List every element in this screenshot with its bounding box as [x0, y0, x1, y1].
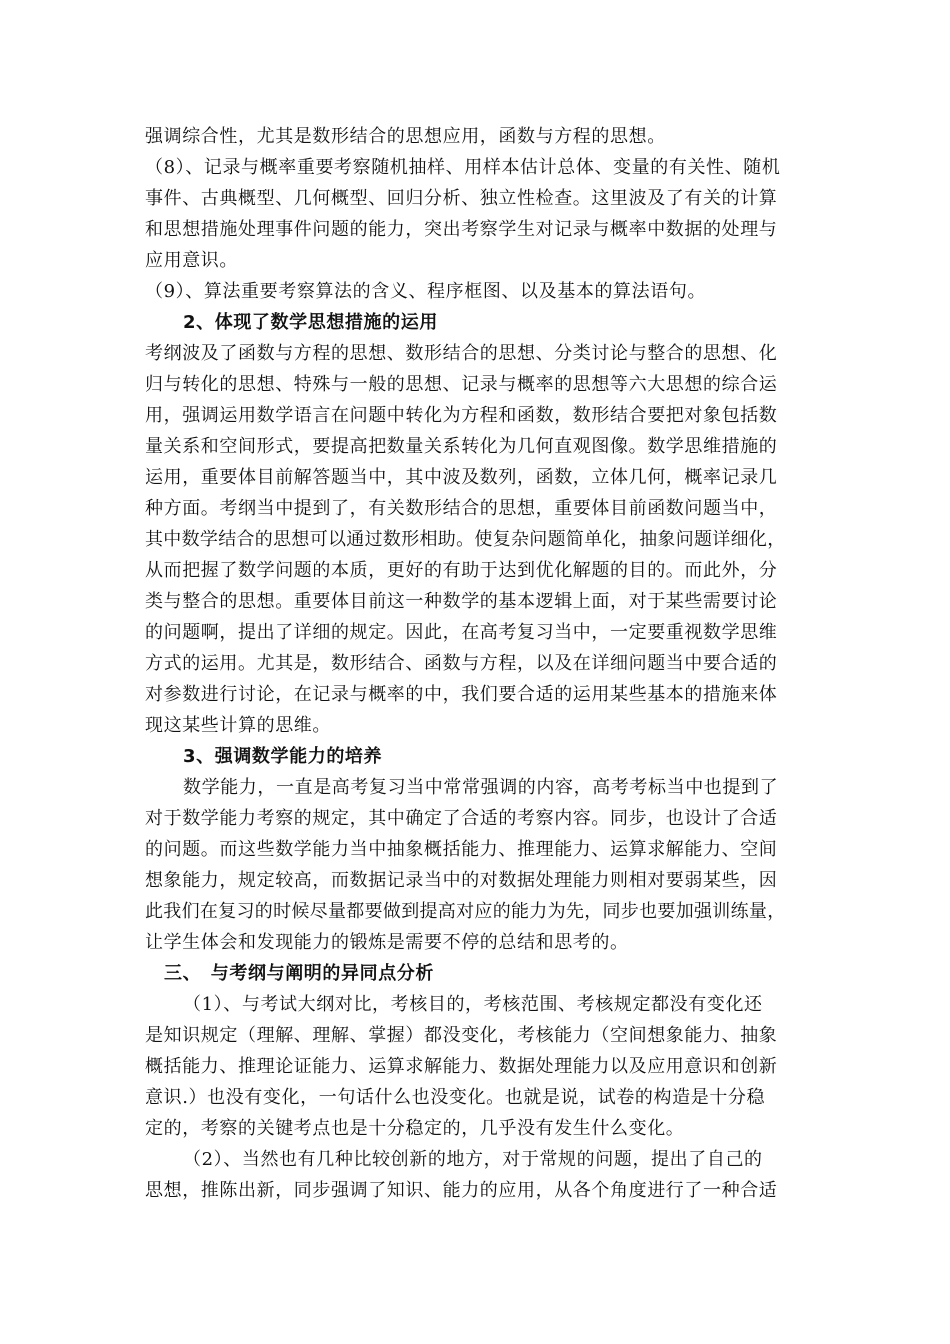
- text-line: 其中数学结合的思想可以通过数形相助。使复杂问题简单化，抽象问题详细化，: [145, 529, 786, 550]
- text-line: （1）、与考试大纲对比，考核目的，考核范围、考核规定都没有变化还: [183, 994, 763, 1015]
- text-line: （2）、当然也有几种比较创新的地方，对于常规的问题，提出了自己的: [183, 1149, 763, 1170]
- text-line: （9）、算法重要考察算法的含义、程序框图、以及基本的算法语句。: [145, 281, 707, 302]
- text-line: 归与转化的思想、特殊与一般的思想、记录与概率的思想等六大思想的综合运: [145, 374, 778, 395]
- text-line: 和思想措施处理事件问题的能力，突出考察学生对记录与概率中数据的处理与: [145, 219, 778, 240]
- section-heading: 3、强调数学能力的培养: [183, 746, 383, 767]
- text-line: 想象能力，规定较高，而数据记录当中的对数据处理能力则相对要弱某些，因: [145, 870, 778, 891]
- text-line: 对于数学能力考察的规定，其中确定了合适的考察内容。同步，也设计了合适: [145, 808, 778, 829]
- text-line: 类与整合的思想。重要体目前这一种数学的基本逻辑上面，对于某些需要讨论: [145, 591, 778, 612]
- text-line: 意识.）也没有变化，一句话什么也没变化。也就是说，试卷的构造是十分稳: [145, 1087, 766, 1108]
- text-line: 概括能力、推理论证能力、运算求解能力、数据处理能力以及应用意识和创新: [145, 1056, 778, 1077]
- text-line: 方式的运用。尤其是，数形结合、函数与方程，以及在详细问题当中要合适的: [145, 653, 778, 674]
- section-heading: 三、 与考纲与阐明的异同点分析: [164, 963, 434, 984]
- text-line: 让学生体会和发现能力的锻炼是需要不停的总结和思考的。: [145, 932, 629, 953]
- text-line: 考纲波及了函数与方程的思想、数形结合的思想、分类讨论与整合的思想、化: [145, 343, 778, 364]
- text-line: 对参数进行讨论，在记录与概率的中，我们要合适的运用某些基本的措施来体: [145, 684, 778, 705]
- text-line: 从而把握了数学问题的本质，更好的有助于达到优化解题的目的。而此外，分: [145, 560, 778, 581]
- text-line: （8）、记录与概率重要考察随机抽样、用样本估计总体、变量的有关性、随机: [145, 157, 781, 178]
- text-line: 数学能力，一直是高考复习当中常常强调的内容，高考考标当中也提到了: [183, 777, 779, 798]
- text-line: 的问题啊，提出了详细的规定。因此，在高考复习当中，一定要重视数学思维: [145, 622, 778, 643]
- text-line: 定的，考察的关键考点也是十分稳定的，几乎没有发生什么变化。: [145, 1118, 685, 1139]
- text-line: 是知识规定（理解、理解、掌握）都没变化，考核能力（空间想象能力、抽象: [145, 1025, 778, 1046]
- text-line: 用，强调运用数学语言在问题中转化为方程和函数，数形结合要把对象包括数: [145, 405, 778, 426]
- text-line: 此我们在复习的时候尽量都要做到提高对应的能力为先，同步也要加强训练量，: [145, 901, 786, 922]
- section-heading: 2、体现了数学思想措施的运用: [183, 312, 438, 333]
- text-line: 量关系和空间形式，要提高把数量关系转化为几何直观图像。数学思维措施的: [145, 436, 778, 457]
- text-line: 思想，推陈出新，同步强调了知识、能力的应用，从各个角度进行了一种合适: [145, 1180, 778, 1201]
- text-line: 的问题。而这些数学能力当中抽象概括能力、推理能力、运算求解能力、空间: [145, 839, 778, 860]
- text-line: 应用意识。: [145, 250, 238, 271]
- text-line: 运用，重要体目前解答题当中，其中波及数列，函数，立体几何，概率记录几: [145, 467, 778, 488]
- text-line: 事件、古典概型、几何概型、回归分析、独立性检查。这里波及了有关的计算: [145, 188, 778, 209]
- text-line: 种方面。考纲当中提到了，有关数形结合的思想，重要体目前函数问题当中，: [145, 498, 778, 519]
- text-line: 现这某些计算的思维。: [145, 715, 331, 736]
- text-line: 强调综合性，尤其是数形结合的思想应用，函数与方程的思想。: [145, 126, 666, 147]
